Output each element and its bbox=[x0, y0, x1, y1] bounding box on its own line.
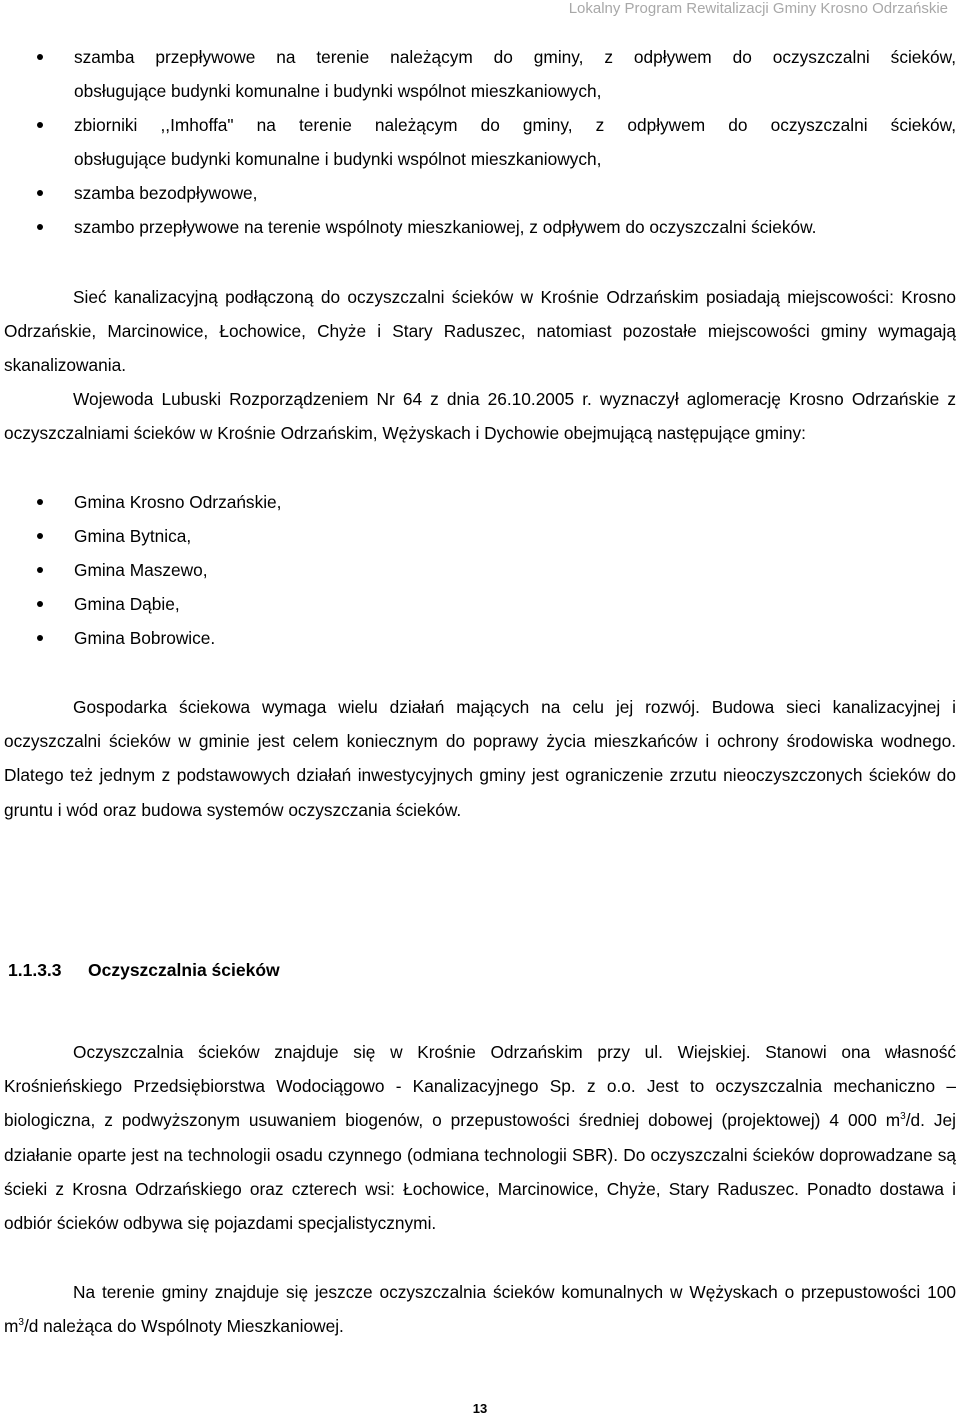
list-item bbox=[0, 210, 960, 244]
section-heading bbox=[8, 955, 280, 985]
bullet-icon bbox=[37, 567, 43, 573]
list-item-line: szambo przepływowe na terenie wspólnoty mieszkaniowej, z odpływem do oczyszczalni ścieków. bbox=[74, 217, 817, 237]
bullet-icon bbox=[37, 533, 43, 539]
paragraph-sewer-network bbox=[4, 280, 956, 383]
list-item-line: szamba przepływowe na terenie należącym do gminy, z odpływem do oczyszczalni ścieków, bbox=[74, 47, 956, 67]
municipalities-list bbox=[0, 485, 960, 655]
list-item bbox=[0, 553, 960, 587]
list-item-text: Gmina Maszewo, bbox=[74, 560, 208, 580]
list-item-text: Gmina Dąbie, bbox=[74, 594, 180, 614]
paragraph-text: Oczyszczalnia ścieków znajduje się w Krośnie Odrzańskim przy ul. Wiejskiej. Stanowi ona własność Krośnieńskiego Przedsiębiorstwa Wodociągowo - Kanalizacyjnego Sp. z o.o. Jest to oczyszczalnia mechaniczno – biologiczna, z podwyższonym usuwaniem biogenów, o przepustowości średniej dobowej (projektowej) 4 000 m bbox=[4, 1042, 956, 1131]
bullet-icon bbox=[37, 224, 43, 230]
bullet-icon bbox=[37, 601, 43, 607]
paragraph-wezyska-plant bbox=[4, 1275, 956, 1343]
paragraph-text: Wojewoda Lubuski Rozporządzeniem Nr 64 z dnia 26.10.2005 r. wyznaczył aglomerację Krosno Odrzańskie z oczyszczalniami ścieków w Krośnie Odrzańskim, Wężyskach i Dychowie obejmującą następujące gminy: bbox=[4, 389, 956, 444]
list-item bbox=[0, 519, 960, 553]
running-header: Lokalny Program Rewitalizacji Gminy Krosno Odrzańskie bbox=[568, 0, 948, 17]
superscript: 3 bbox=[18, 1317, 24, 1329]
superscript: 3 bbox=[900, 1111, 906, 1123]
paragraph-agglomeration bbox=[4, 382, 956, 450]
paragraph-text: Na terenie gminy znajduje się jeszcze oczyszczalnia ścieków komunalnych w Wężyskach o przepustowości 100 m bbox=[4, 1282, 956, 1337]
section-title: Oczyszczalnia ścieków bbox=[88, 960, 280, 980]
list-item bbox=[0, 587, 960, 621]
bullet-icon bbox=[37, 54, 43, 60]
list-item-text: Gmina Bytnica, bbox=[74, 526, 192, 546]
paragraph-text: Gospodarka ściekowa wymaga wielu działań mających na celu jej rozwój. Budowa sieci kanalizacyjnej i oczyszczalni ścieków w gminie jest celem koniecznym do poprawy życia mieszkańców i ochrony środowiska wodnego. Dlatego też jednym z podstawowych działań inwestycyjnych gminy jest ograniczenie zrzutu nieoczyszczonych ścieków do gruntu i wód oraz budowa systemów oczyszczania ścieków. bbox=[4, 697, 956, 820]
bullet-icon bbox=[37, 190, 43, 196]
list-item bbox=[0, 176, 960, 210]
list-item-line: zbiorniki ,,Imhoffa" na terenie należącym do gminy, z odpływem do oczyszczalni ścieków, bbox=[74, 115, 956, 135]
paragraph-text: Sieć kanalizacyjną podłączoną do oczyszczalni ścieków w Krośnie Odrzańskim posiadają miejscowości: Krosno Odrzańskie, Marcinowice, Łochowice, Chyże i Stary Raduszec, natomiast pozostałe miejscowości gminy wymagają skanalizowania. bbox=[4, 287, 956, 376]
section-number: 1.1.3.3 bbox=[8, 960, 62, 980]
list-item bbox=[0, 485, 960, 519]
bullet-icon bbox=[37, 122, 43, 128]
list-item-text: Gmina Krosno Odrzańskie, bbox=[74, 492, 282, 512]
list-item bbox=[0, 40, 960, 108]
paragraph-treatment-plant bbox=[4, 1035, 956, 1240]
list-item-line: obsługujące budynki komunalne i budynki wspólnot mieszkaniowych, bbox=[74, 81, 602, 101]
page-number: 13 bbox=[472, 1401, 488, 1416]
list-item bbox=[0, 621, 960, 655]
list-item-line: szamba bezodpływowe, bbox=[74, 183, 258, 203]
paragraph-text: /d należąca do Wspólnoty Mieszkaniowej. bbox=[23, 1316, 344, 1337]
list-item bbox=[0, 108, 960, 176]
sewage-types-list bbox=[0, 40, 960, 244]
bullet-icon bbox=[37, 499, 43, 505]
paragraph-wastewater-management bbox=[4, 690, 956, 827]
bullet-icon bbox=[37, 635, 43, 641]
list-item-text: Gmina Bobrowice. bbox=[74, 628, 216, 648]
list-item-line: obsługujące budynki komunalne i budynki wspólnot mieszkaniowych, bbox=[74, 149, 602, 169]
paragraph-text: /d. Jej działanie oparte jest na technologii osadu czynnego (odmiana technologii SBR). Do oczyszczalni ścieków doprowadzane są ścieki z Krosna Odrzańskiego oraz czterech wsi: Łochowice, Marcinowice, Chyże, Stary Raduszec. Ponadto dostawa i odbiór ścieków odbywa się pojazdami specjalistycznymi. bbox=[4, 1110, 956, 1234]
